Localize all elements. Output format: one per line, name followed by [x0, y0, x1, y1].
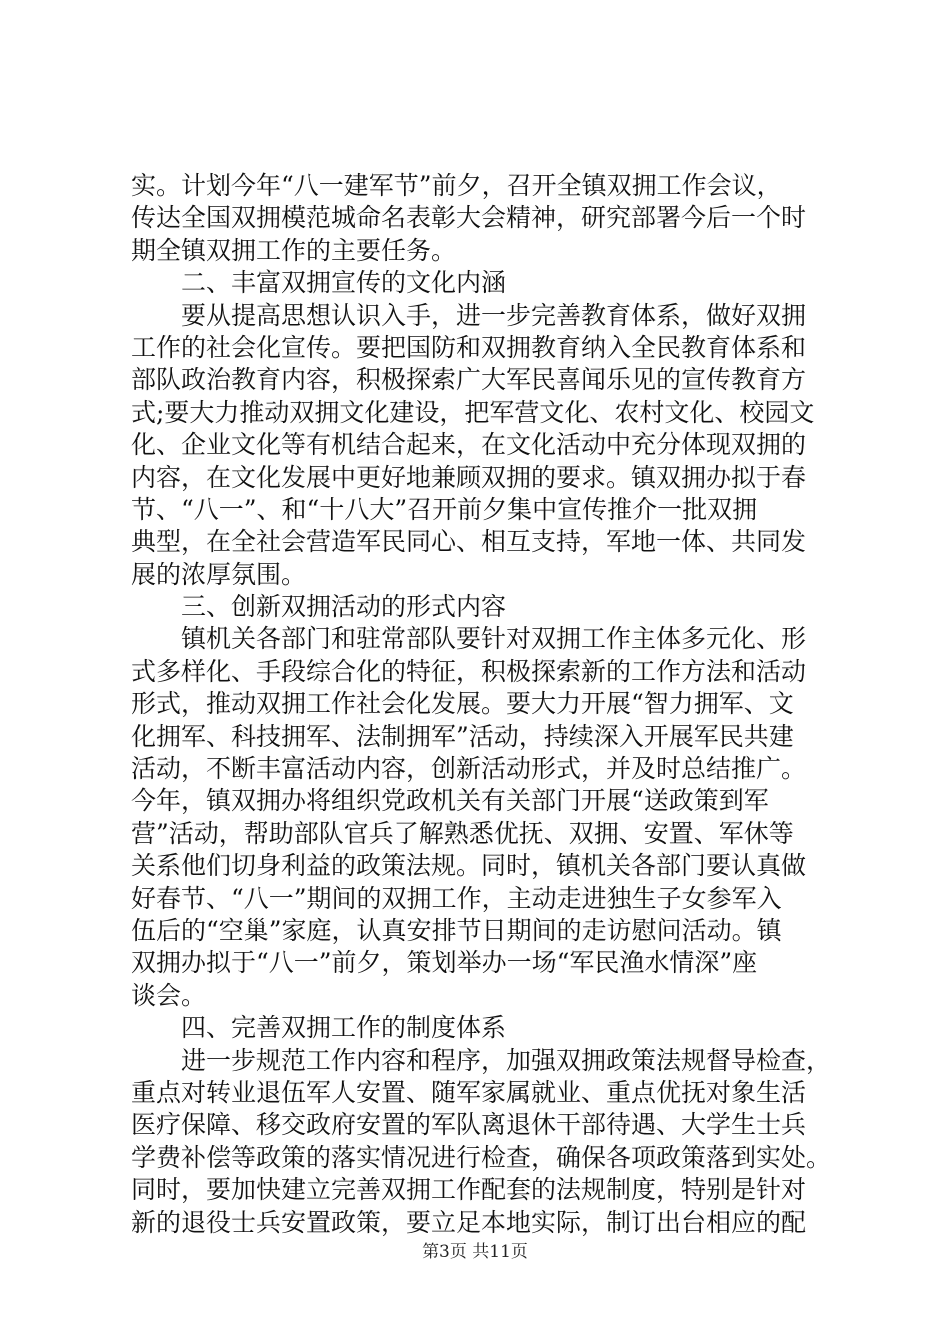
body-line-17: 形式，推动双拥工作社会化发展。要大力开展“智力拥军、文	[131, 689, 794, 719]
body-line-13: 展的浓厚氛围。	[131, 559, 307, 589]
body-line-10: 内容，在文化发展中更好地兼顾双拥的要求。镇双拥办拟于春	[131, 462, 807, 492]
paragraph-start-line: 要从提高思想认识入手，进一步完善教育体系，做好双拥	[181, 300, 807, 330]
body-line-31: 学费补偿等政策的落实情况进行检查，确保各项政策落到实处。	[131, 1142, 832, 1172]
body-line-2: 传达全国双拥模范城命名表彰大会精神，研究部署今后一个时	[131, 203, 807, 233]
body-line-12: 典型，在全社会营造军民同心、相互支持，军地一体、共同发	[131, 527, 807, 557]
body-line-8: 式;要大力推动双拥文化建设，把军营文化、农村文化、校园文	[131, 397, 815, 427]
section-heading-3: 三、创新双拥活动的形式内容	[181, 592, 507, 622]
body-line-29: 重点对转业退伍军人安置、随军家属就业、重点优抚对象生活	[131, 1077, 807, 1107]
paragraph-start-line: 进一步规范工作内容和程序，加强双拥政策法规督导检查，	[181, 1045, 832, 1075]
body-line-24: 伍后的“空巢”家庭，认真安排节日期间的走访慰问活动。镇	[131, 915, 782, 945]
body-line-7: 部队政治教育内容，积极探索广大军民喜闻乐见的宣传教育方	[131, 365, 807, 395]
body-line-23: 好春节、“八一”期间的双拥工作，主动走进独生子女参军入	[131, 883, 782, 913]
body-line-9: 化、企业文化等有机结合起来，在文化活动中充分体现双拥的	[131, 430, 807, 460]
body-line-1: 实。计划今年“八一建军节”前夕，召开全镇双拥工作会议，	[131, 171, 782, 200]
body-line-21: 营”活动，帮助部队官兵了解熟悉优抚、双拥、安置、军休等	[131, 818, 794, 848]
page-footer	[0, 1240, 950, 1264]
body-line-33: 新的退役士兵安置政策，要立足本地实际，制订出台相应的配	[131, 1207, 807, 1237]
section-heading-2: 二、丰富双拥宣传的文化内涵	[181, 268, 507, 298]
body-line-26: 谈会。	[131, 980, 207, 1010]
body-line-20: 今年，镇双拥办将组织党政机关有关部门开展“送政策到军	[131, 786, 769, 816]
body-line-11: 节、“八一”、和“十八大”召开前夕集中宣传推介一批双拥	[131, 494, 758, 524]
body-line-25: 双拥办拟于“八一”前夕，策划举办一场“军民渔水情深”座	[131, 948, 758, 978]
body-line-18: 化拥军、科技拥军、法制拥军”活动，持续深入开展军民共建	[131, 721, 794, 751]
body-line-19: 活动，不断丰富活动内容，创新活动形式，并及时总结推广。	[131, 754, 807, 784]
paragraph-start-line: 镇机关各部门和驻常部队要针对双拥工作主体多元化、形	[181, 624, 807, 654]
body-line-3: 期全镇双拥工作的主要任务。	[131, 235, 457, 265]
body-line-22: 关系他们切身利益的政策法规。同时，镇机关各部门要认真做	[131, 851, 807, 881]
body-line-6: 工作的社会化宣传。要把国防和双拥教育纳入全民教育体系和	[131, 332, 807, 362]
page-number-label: 第3页 共11页	[422, 1242, 528, 1262]
body-line-30: 医疗保障、移交政府安置的军队离退休干部待遇、大学生士兵	[131, 1110, 807, 1140]
body-line-16: 式多样化、手段综合化的特征，积极探索新的工作方法和活动	[131, 656, 807, 686]
body-line-32: 同时，要加快建立完善双拥工作配套的法规制度，特别是针对	[131, 1175, 807, 1205]
section-heading-4: 四、完善双拥工作的制度体系	[181, 1013, 507, 1043]
document-body	[131, 170, 832, 1239]
